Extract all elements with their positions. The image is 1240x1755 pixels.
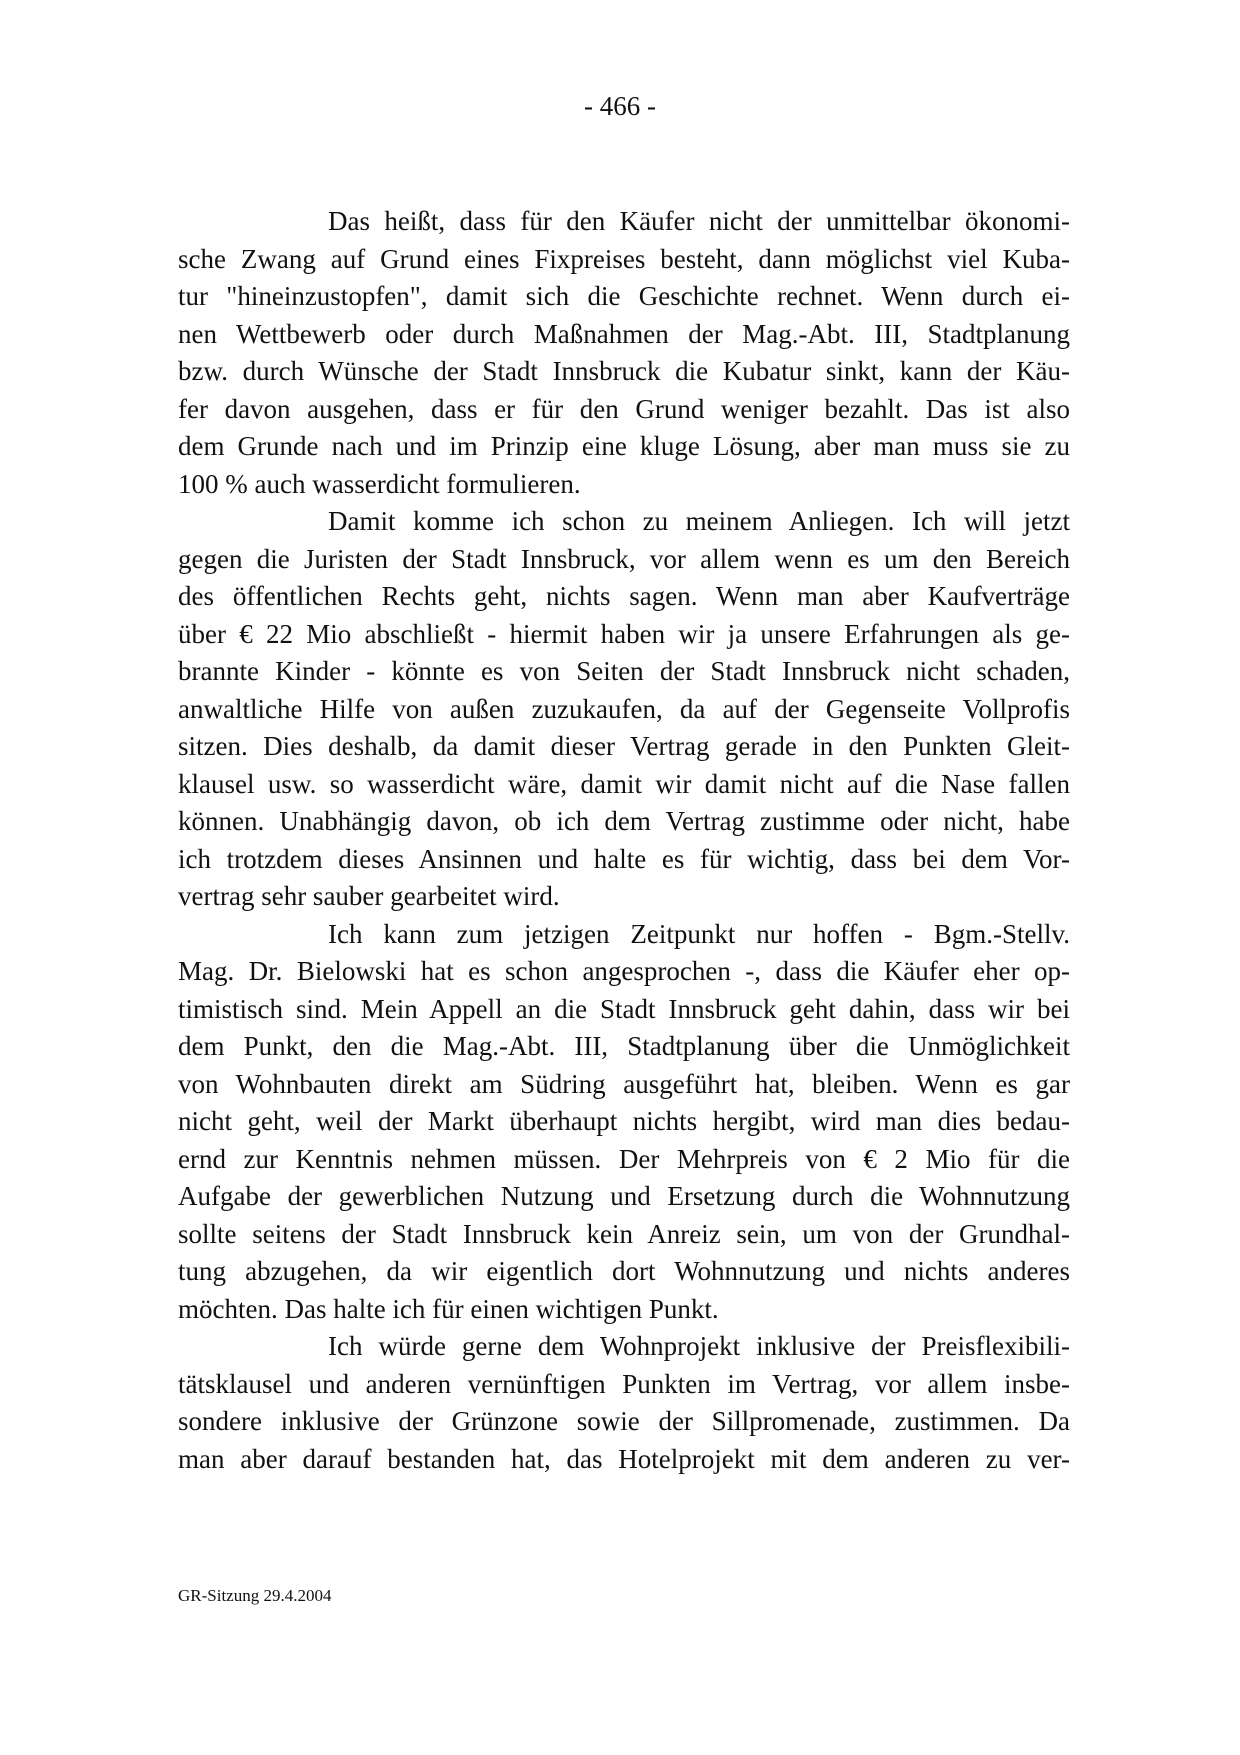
text-line: tung abzugehen, da wir eigentlich dort Wohnnutzung und nichts anderes	[178, 1256, 1070, 1286]
text-line: dem Grunde nach und im Prinzip eine kluge Lösung, aber man muss sie zu	[178, 431, 1070, 461]
paragraph	[178, 918, 1070, 1331]
text-line: können. Unabhängig davon, ob ich dem Vertrag zustimme oder nicht, habe	[178, 806, 1070, 836]
text-line: tur "hineinzustopfen", damit sich die Geschichte rechnet. Wenn durch ei-	[178, 281, 1070, 311]
text-line: Damit komme ich schon zu meinem Anliegen. Ich will jetzt	[328, 506, 1070, 536]
paragraph	[178, 1330, 1070, 1480]
text-line: Aufgabe der gewerblichen Nutzung und Ersetzung durch die Wohnnutzung	[178, 1181, 1070, 1211]
text-line: timistisch sind. Mein Appell an die Stadt Innsbruck geht dahin, dass wir bei	[178, 993, 1070, 1024]
text-line: nen Wettbewerb oder durch Maßnahmen der Mag.-Abt. III, Stadtplanung	[178, 318, 1070, 349]
text-line: Ich würde gerne dem Wohnprojekt inklusive der Preisflexibili-	[328, 1331, 1070, 1361]
paragraph	[178, 505, 1070, 918]
text-line: Das heißt, dass für den Käufer nicht der unmittelbar ökonomi-	[328, 206, 1070, 236]
text-line: nicht geht, weil der Markt überhaupt nichts hergibt, wird man dies bedau-	[178, 1106, 1070, 1136]
text-line: vertrag sehr sauber gearbeitet wird.	[178, 881, 560, 911]
text-line: gegen die Juristen der Stadt Innsbruck, vor allem wenn es um den Bereich	[178, 543, 1070, 574]
text-line: sollte seitens der Stadt Innsbruck kein Anreiz sein, um von der Grundhal-	[178, 1218, 1070, 1249]
page-footer: GR-Sitzung 29.4.2004	[178, 1586, 332, 1605]
text-line: dem Punkt, den die Mag.-Abt. III, Stadtplanung über die Unmöglichkeit	[178, 1031, 1070, 1061]
text-line: man aber darauf bestanden hat, das Hotelprojekt mit dem anderen zu ver-	[178, 1443, 1070, 1474]
document-body	[178, 205, 1070, 1480]
text-line: möchten. Das halte ich für einen wichtigen Punkt.	[178, 1293, 719, 1324]
text-line: sondere inklusive der Grünzone sowie der Sillpromenade, zustimmen. Da	[178, 1406, 1070, 1436]
text-line: anwaltliche Hilfe von außen zuzukaufen, da auf der Gegenseite Vollprofis	[178, 693, 1070, 724]
text-line: tätsklausel und anderen vernünftigen Punkten im Vertrag, vor allem insbe-	[178, 1368, 1070, 1399]
text-line: bzw. durch Wünsche der Stadt Innsbruck die Kubatur sinkt, kann der Käu-	[178, 356, 1070, 386]
text-line: ich trotzdem dieses Ansinnen und halte es für wichtig, dass bei dem Vor-	[178, 843, 1070, 874]
page-number: - 466 -	[584, 91, 656, 121]
text-line: brannte Kinder - könnte es von Seiten der Stadt Innsbruck nicht schaden,	[178, 656, 1070, 686]
text-line: 100 % auch wasserdicht formulieren.	[178, 468, 581, 499]
paragraph	[178, 205, 1070, 505]
text-line: sche Zwang auf Grund eines Fixpreises besteht, dann möglichst viel Kuba-	[178, 243, 1070, 274]
text-line: Ich kann zum jetzigen Zeitpunkt nur hoffen - Bgm.-Stellv.	[328, 918, 1070, 949]
text-line: sitzen. Dies deshalb, da damit dieser Vertrag gerade in den Punkten Gleit-	[178, 731, 1070, 761]
text-line: von Wohnbauten direkt am Südring ausgeführt hat, bleiben. Wenn es gar	[178, 1068, 1070, 1099]
text-line: ernd zur Kenntnis nehmen müssen. Der Mehrpreis von € 2 Mio für die	[178, 1143, 1070, 1174]
text-line: klausel usw. so wasserdicht wäre, damit wir damit nicht auf die Nase fallen	[178, 768, 1070, 799]
text-line: fer davon ausgehen, dass er für den Grund weniger bezahlt. Das ist also	[178, 393, 1070, 424]
text-line: des öffentlichen Rechts geht, nichts sagen. Wenn man aber Kaufverträge	[178, 581, 1070, 611]
text-line: Mag. Dr. Bielowski hat es schon angesprochen -, dass die Käufer eher op-	[178, 956, 1070, 986]
text-line: über € 22 Mio abschließt - hiermit haben wir ja unsere Erfahrungen als ge-	[178, 618, 1070, 649]
